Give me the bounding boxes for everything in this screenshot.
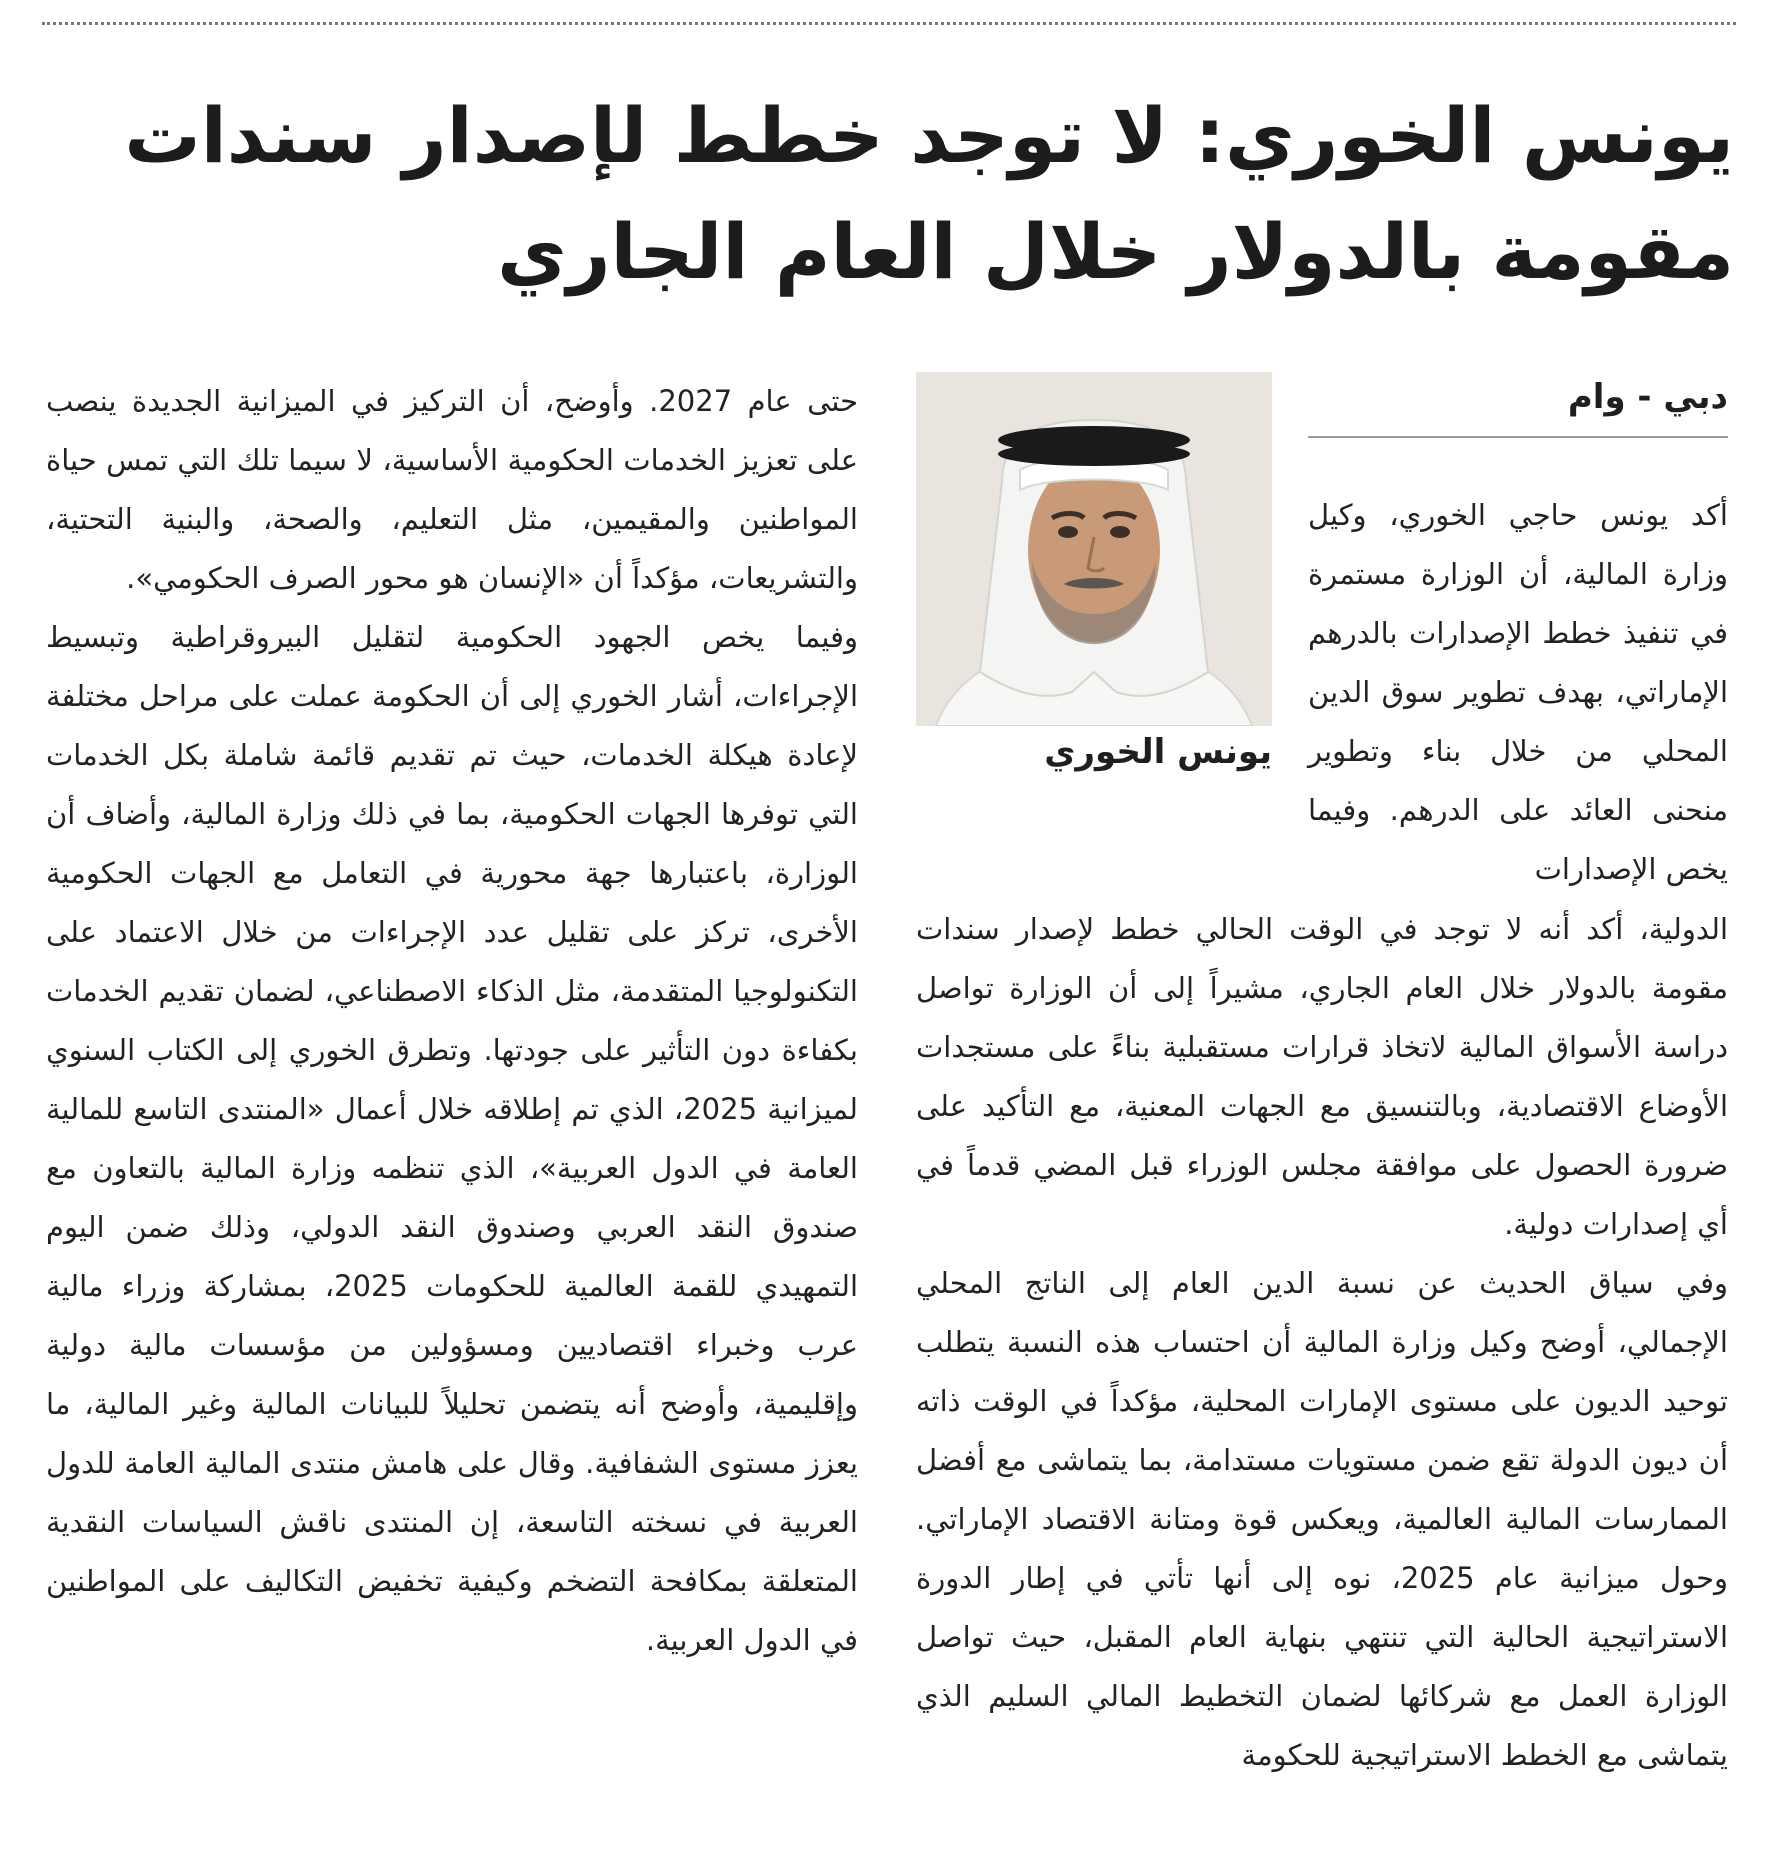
headline-line-1: يونس الخوري: لا توجد خطط لإصدار سندات xyxy=(124,91,1734,180)
portrait-photo xyxy=(916,372,1272,726)
portrait-illustration xyxy=(916,372,1272,726)
photo-caption: يونس الخوري xyxy=(1044,732,1272,772)
headline xyxy=(44,78,1734,310)
article-paragraph: حتى عام 2027. وأوضح، أن التركيز في الميزانية الجديدة ينصب على تعزيز الخدمات الحكومية الأساسية، لا سيما تلك التي تمس حياة المواطنين والمقيمين، مثل التعليم، والصحة، والبنية التحتية، والتشريعات، مؤكداً أن «الإنسان هو محور الصرف الحكومي». xyxy=(46,384,858,595)
article-column-right-bottom xyxy=(916,900,1728,1785)
article-paragraph: وفيما يخص الجهود الحكومية لتقليل البيروقراطية وتبسيط الإجراءات، أشار الخوري إلى أن الحكومة عملت على مراحل مختلفة لإعادة هيكلة الخدمات، حيث تم تقديم قائمة شاملة بكل الخدمات التي توفرها الجهات الحكومية، بما في ذلك وزارة المالية، وأضاف أن الوزارة، باعتبارها جهة محورية في التعامل مع الجهات الحكومية الأخرى، تركز على تقليل عدد الإجراءات من خلال الاعتماد على التكنولوجيا المتقدمة، مثل الذكاء الاصطناعي، لضمان تقديم الخدمات بكفاءة دون التأثير على جودتها. وتطرق الخوري إلى الكتاب السنوي لميزانية 2025، الذي تم إطلاقه خلال أعمال «المنتدى التاسع للمالية العامة في الدول العربية»، الذي تنظمه وزارة المالية بالتعاون مع صندوق النقد العربي وصندوق النقد الدولي، وذلك ضمن اليوم التمهيدي للقمة العالمية للحكومات 2025، بمشاركة وزراء مالية عرب وخبراء اقتصاديين ومسؤولين من مؤسسات مالية دولية وإقليمية، وأوضح أنه يتضمن تحليلاً للبيانات المالية وغير المالية، ما يعزز مستوى الشفافية. وقال على هامش منتدى المالية العامة للدول العربية في نسخته التاسعة، إن المنتدى ناقش السياسات النقدية المتعلقة بمكافحة التضخم وكيفية تخفيض التكاليف على المواطنين في الدول العربية. xyxy=(46,620,858,1657)
article-paragraph: وفي سياق الحديث عن نسبة الدين العام إلى الناتج المحلي الإجمالي، أوضح وكيل وزارة المالية أن احتساب هذه النسبة يتطلب توحيد الديون على مستوى الإمارات المحلية، مؤكداً في الوقت ذاته أن ديون الدولة تقع ضمن مستويات مستدامة، بما يتماشى مع أفضل الممارسات المالية العالمية، ويعكس قوة ومتانة الاقتصاد الإماراتي. وحول ميزانية عام 2025، نوه إلى أنها تأتي في إطار الدورة الاستراتيجية الحالية التي تنتهي بنهاية العام المقبل، حيث تواصل الوزارة العمل مع شركائها لضمان التخطيط المالي السليم الذي يتماشى مع الخطط الاستراتيجية للحكومة xyxy=(916,1266,1729,1772)
top-dotted-rule xyxy=(42,22,1736,25)
headline-line-2: مقومة بالدولار خلال العام الجاري xyxy=(497,207,1734,296)
article-paragraph: الدولية، أكد أنه لا توجد في الوقت الحالي خطط لإصدار سندات مقومة بالدولار خلال العام الجاري، مشيراً إلى أن الوزارة تواصل دراسة الأسواق المالية لاتخاذ قرارات مستقبلية بناءً على مستجدات الأوضاع الاقتصادية، وبالتنسيق مع الجهات المعنية، مع التأكيد على ضرورة الحصول على موافقة مجلس الوزراء قبل المضي قدماً في أي إصدارات دولية. xyxy=(916,912,1728,1241)
article-column-left xyxy=(46,372,858,1670)
dateline: دبي - وام xyxy=(1308,372,1728,438)
article-paragraph: أكد يونس حاجي الخوري، وكيل وزارة المالية، أن الوزارة مستمرة في تنفيذ خطط الإصدارات بالدرهم الإماراتي، بهدف تطوير سوق الدين المحلي من خلال بناء وتطوير منحنى العائد على الدرهم. وفيما يخص الإصدارات xyxy=(1308,498,1728,886)
article-column-right-top xyxy=(1308,486,1728,899)
